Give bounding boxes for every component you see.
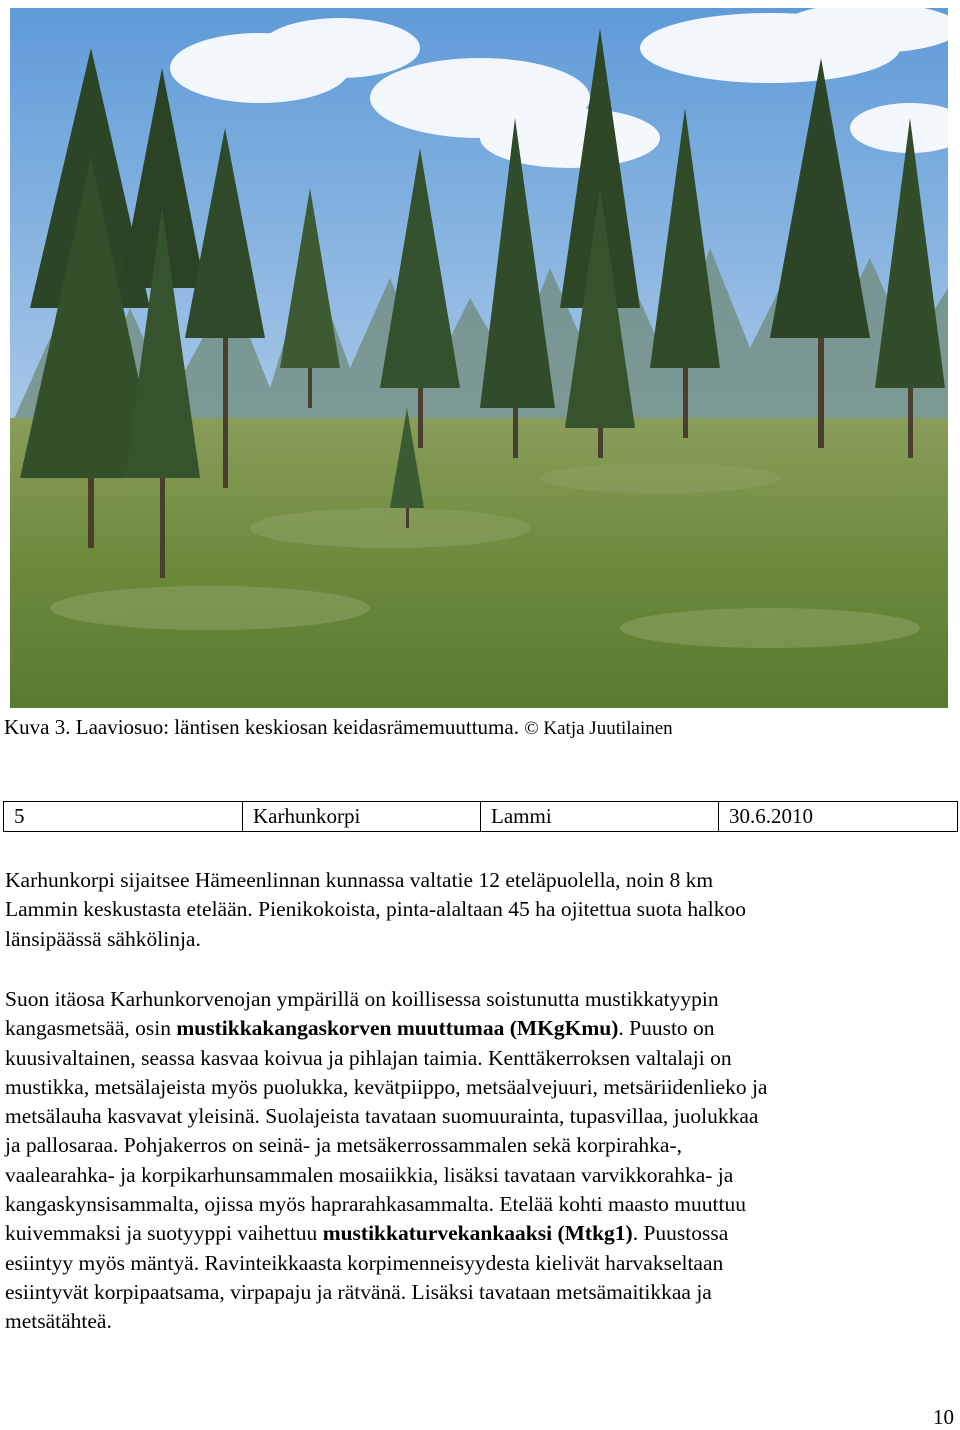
paragraph-line: metsätähteä.: [5, 1309, 112, 1334]
paragraph-line: esiintyvät korpipaatsama, virpapaju ja rätvänä. Lisäksi tavataan metsämaitikkaa ja: [5, 1279, 712, 1304]
paragraph-line: kuusivaltainen, seassa kasvaa koivua ja pihlajan taimia. Kenttäkerroksen valtalaji on: [5, 1045, 732, 1070]
paragraph-line: kangaskynsisammalta, ojissa myös haprarahkasammalta. Etelää kohti maasto muuttuu: [5, 1192, 746, 1217]
caption-text: Kuva 3. Laaviosuo: läntisen keskiosan keidasrämemuuttuma.: [4, 715, 519, 739]
paragraph-line: vaalearahka- ja korpikarhunsammalen mosaiikkia, lisäksi tavataan varvikkorahka- ja: [5, 1162, 734, 1187]
paragraph-line: Suon itäosa Karhunkorvenojan ympärillä on koillisessa soistunutta mustikkatyypin: [5, 987, 719, 1011]
caption-credit: © Katja Juutilainen: [524, 718, 673, 739]
paragraph-line: ja pallosaraa. Pohjakerros on seinä- ja metsäkerrossammalen sekä korpirahka-,: [5, 1133, 682, 1158]
paragraph-line: . Puustossa: [632, 1221, 729, 1246]
habitat-type-bold: mustikkakangaskorven muuttumaa (MKgKmu): [176, 1016, 619, 1041]
site-info-table: [3, 801, 958, 832]
paragraph-line: esiintyy myös mäntyä. Ravinteikkaasta korpimenneisyydesta kielivät harvakseltaan: [5, 1250, 724, 1275]
paragraph-line: . Puusto on: [618, 1016, 715, 1041]
paragraph-line: länsipäässä sähkölinja.: [5, 926, 201, 951]
site-name: Karhunkorpi: [243, 802, 481, 832]
habitat-type-bold: mustikkaturvekankaaksi (Mtkg1): [322, 1221, 633, 1246]
site-municipality: Lammi: [481, 802, 719, 832]
photo-caption: [4, 712, 673, 744]
paragraph-line: mustikka, metsälajeista myös puolukka, kevätpiippo, metsäalvejuuri, metsäriidenlieko ja: [5, 1074, 768, 1099]
paragraph-description: [5, 985, 955, 1337]
page-number: 10: [933, 1405, 954, 1429]
paragraph-line: metsälauha kasvavat yleisinä. Suolajeista tavataan suomuurainta, tupasvillaa, juolukkaa: [5, 1104, 759, 1129]
forest-mire-photo: [10, 8, 948, 708]
paragraph-line: kangasmetsää, osin: [5, 1016, 177, 1041]
paragraph-line: Karhunkorpi sijaitsee Hämeenlinnan kunnassa valtatie 12 eteläpuolella, noin 8 km: [5, 868, 714, 892]
paragraph-line: kuivemmaksi ja suotyyppi vaihettuu: [5, 1221, 323, 1246]
paragraph-line: Lammin keskustasta etelään. Pienikokoista, pinta-alaltaan 45 ha ojitettua suota halkoo: [5, 897, 746, 922]
site-date: 30.6.2010: [719, 802, 958, 832]
table-row: [4, 802, 958, 832]
photo-illustration: [10, 8, 948, 708]
site-number: 5: [4, 802, 243, 832]
paragraph-location: [5, 866, 955, 954]
